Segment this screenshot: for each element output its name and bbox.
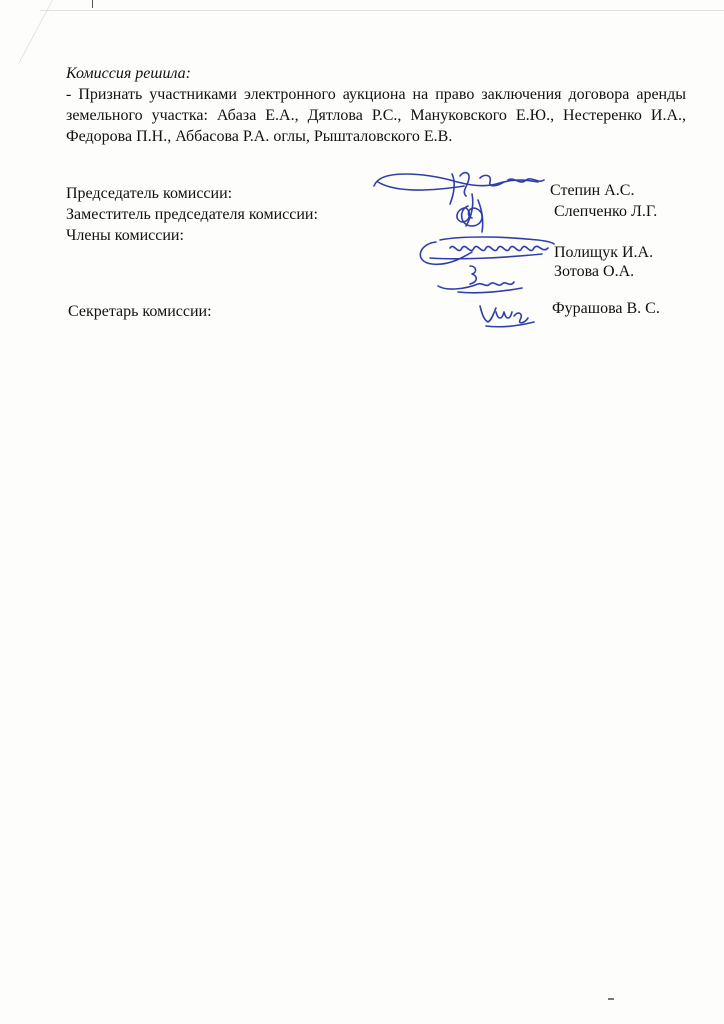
member2-name: Зотова О.А. xyxy=(554,263,635,280)
secretary-signature-image xyxy=(472,298,542,332)
chairman-role: Председатель комиссии: xyxy=(66,185,233,202)
chairman-name: Степин А.С. xyxy=(550,182,635,199)
scan-speck xyxy=(608,998,614,1000)
secretary-name: Фурашова В. С. xyxy=(552,300,660,317)
decision-text: - Признать участниками электронного аукциона на право заключения договора аренды земельного участка: Абаза Е.А., Дятлова Р.С., Мануковского Е.Ю., Нестеренко И.А., Федорова П.Н., Аббасова Р.А. оглы, Рышталовского Е.В. xyxy=(66,86,686,145)
decision-heading: Комиссия решила: xyxy=(66,65,191,82)
deputy-role: Заместитель председателя комиссии: xyxy=(66,206,318,223)
scan-edge xyxy=(40,0,724,11)
scan-mark xyxy=(92,0,93,8)
secretary-role: Секретарь комиссии: xyxy=(68,303,212,320)
scan-corner-shadow xyxy=(0,0,53,64)
member2-signature-image xyxy=(428,262,528,300)
members-role: Члены комиссии: xyxy=(66,227,184,244)
deputy-name: Слепченко Л.Г. xyxy=(554,203,658,220)
member1-name: Полищук И.А. xyxy=(554,244,654,261)
